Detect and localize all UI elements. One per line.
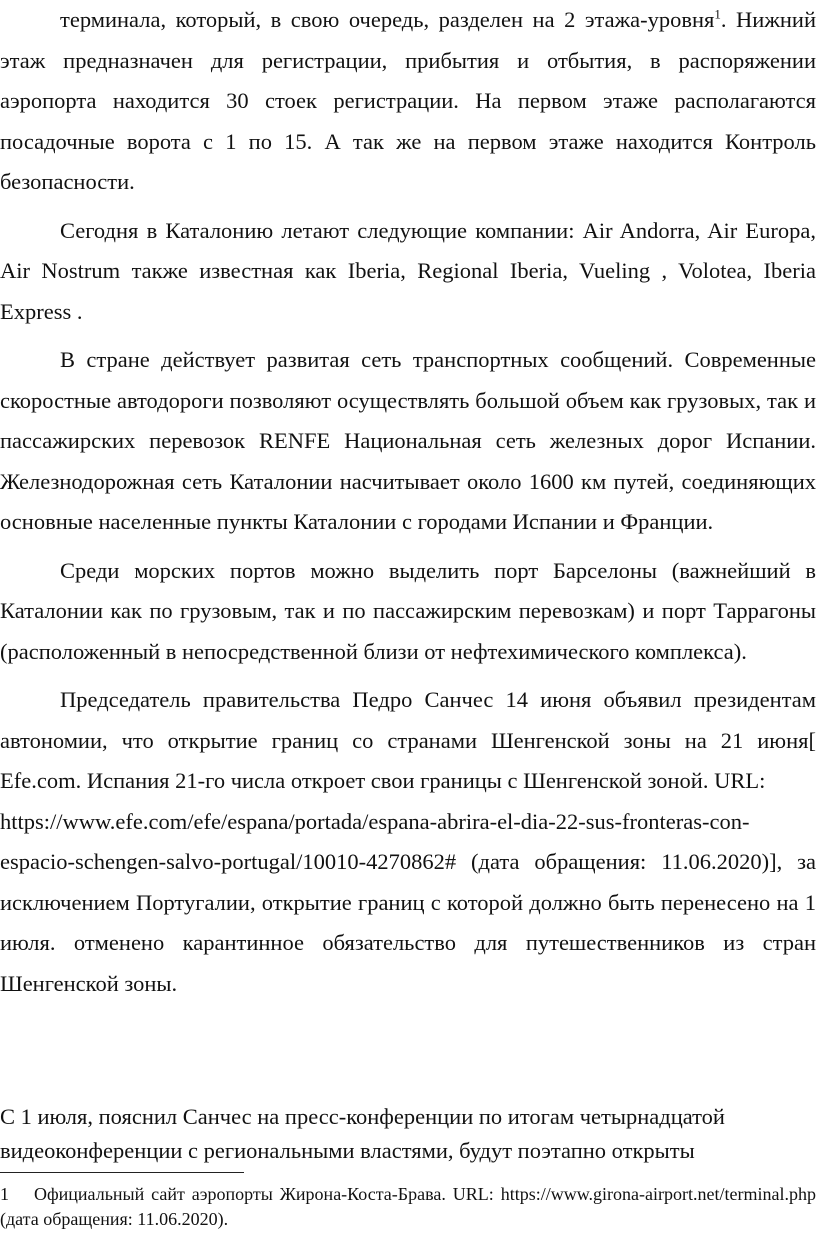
paragraph-airlines: Сегодня в Каталонию летают следующие компании: Air Andorra, Air Europa, Air Nostrum также известная как Iberia, Regional Iberia, Vueling , Volotea, Iberia Express .	[0, 217, 816, 324]
trailing-text	[0, 1100, 816, 1168]
paragraph-ports: Среди морских портов можно выделить порт Барселоны (важнейший в Каталонии как по грузовым, так и по пассажирским перевозкам) и порт Таррагоны (расположенный в непосредственной близи от нефтехимического комплекса).	[0, 557, 816, 664]
paragraph-borders-text: Председатель правительства Педро Санчес 14 июня объявил президентам автономии, что открытие границ со странами Шенгенской зоны на 21 июня[ Efe.com. Испания 21-го числа откроет свои границы с Шенгенской зоной. URL:	[0, 687, 816, 793]
footnote	[0, 1182, 816, 1232]
paragraph-july: С 1 июля, пояснил Санчес на пресс-конференции по итогам четырнадцатой видеоконференции с региональными властями, будут поэтапно открыты	[0, 1104, 725, 1163]
footnote-text: Официальный сайт аэропорты Жирона-Коста-Брава. URL: https://www.girona-airport.net/terminal.php (дата обращения: 11.06.2020).	[0, 1184, 816, 1229]
footnote-separator	[0, 1172, 244, 1173]
paragraph-transport: В стране действует развитая сеть транспортных сообщений. Современные скоростные автодороги позволяют осуществлять большой объем как грузовых, так и пассажирских перевозок RENFE Национальная сеть железных дорог Испании. Железнодорожная сеть Каталонии насчитывает около 1600 км путей, соединяющих основные населенные пункты Каталонии с городами Испании и Франции.	[0, 347, 816, 534]
paragraph-terminal-tail: . Нижний этаж предназначен для регистрации, прибытия и отбытия, в распоряжении аэропорта находится 30 стоек регистрации. На первом этаже располагаются посадочные ворота с 1 по 15. А так же на первом этаже находится Контроль безопасности.	[0, 7, 816, 194]
paragraph-terminal	[0, 0, 816, 203]
paragraph-terminal-text: терминала, который, в свою очередь, разделен на 2 этажа-уровня	[60, 7, 715, 32]
footnote-mark: 1	[0, 1184, 9, 1204]
footnote-reference: 1	[714, 6, 721, 22]
paragraph-borders	[0, 680, 816, 802]
efe-url: https://www.efe.com/efe/espana/portada/espana-abrira-el-dia-22-sus-fronteras-con-	[0, 808, 750, 834]
paragraph-borders-continued: espacio-schengen-salvo-portugal/10010-4270862# (дата обращения: 11.06.2020)], за исключением Португалии, открытие границ с которой должно быть перенесено на 1 июля. отменено карантинное обязательство для путешественников из стран Шенгенской зоны.	[0, 849, 816, 996]
